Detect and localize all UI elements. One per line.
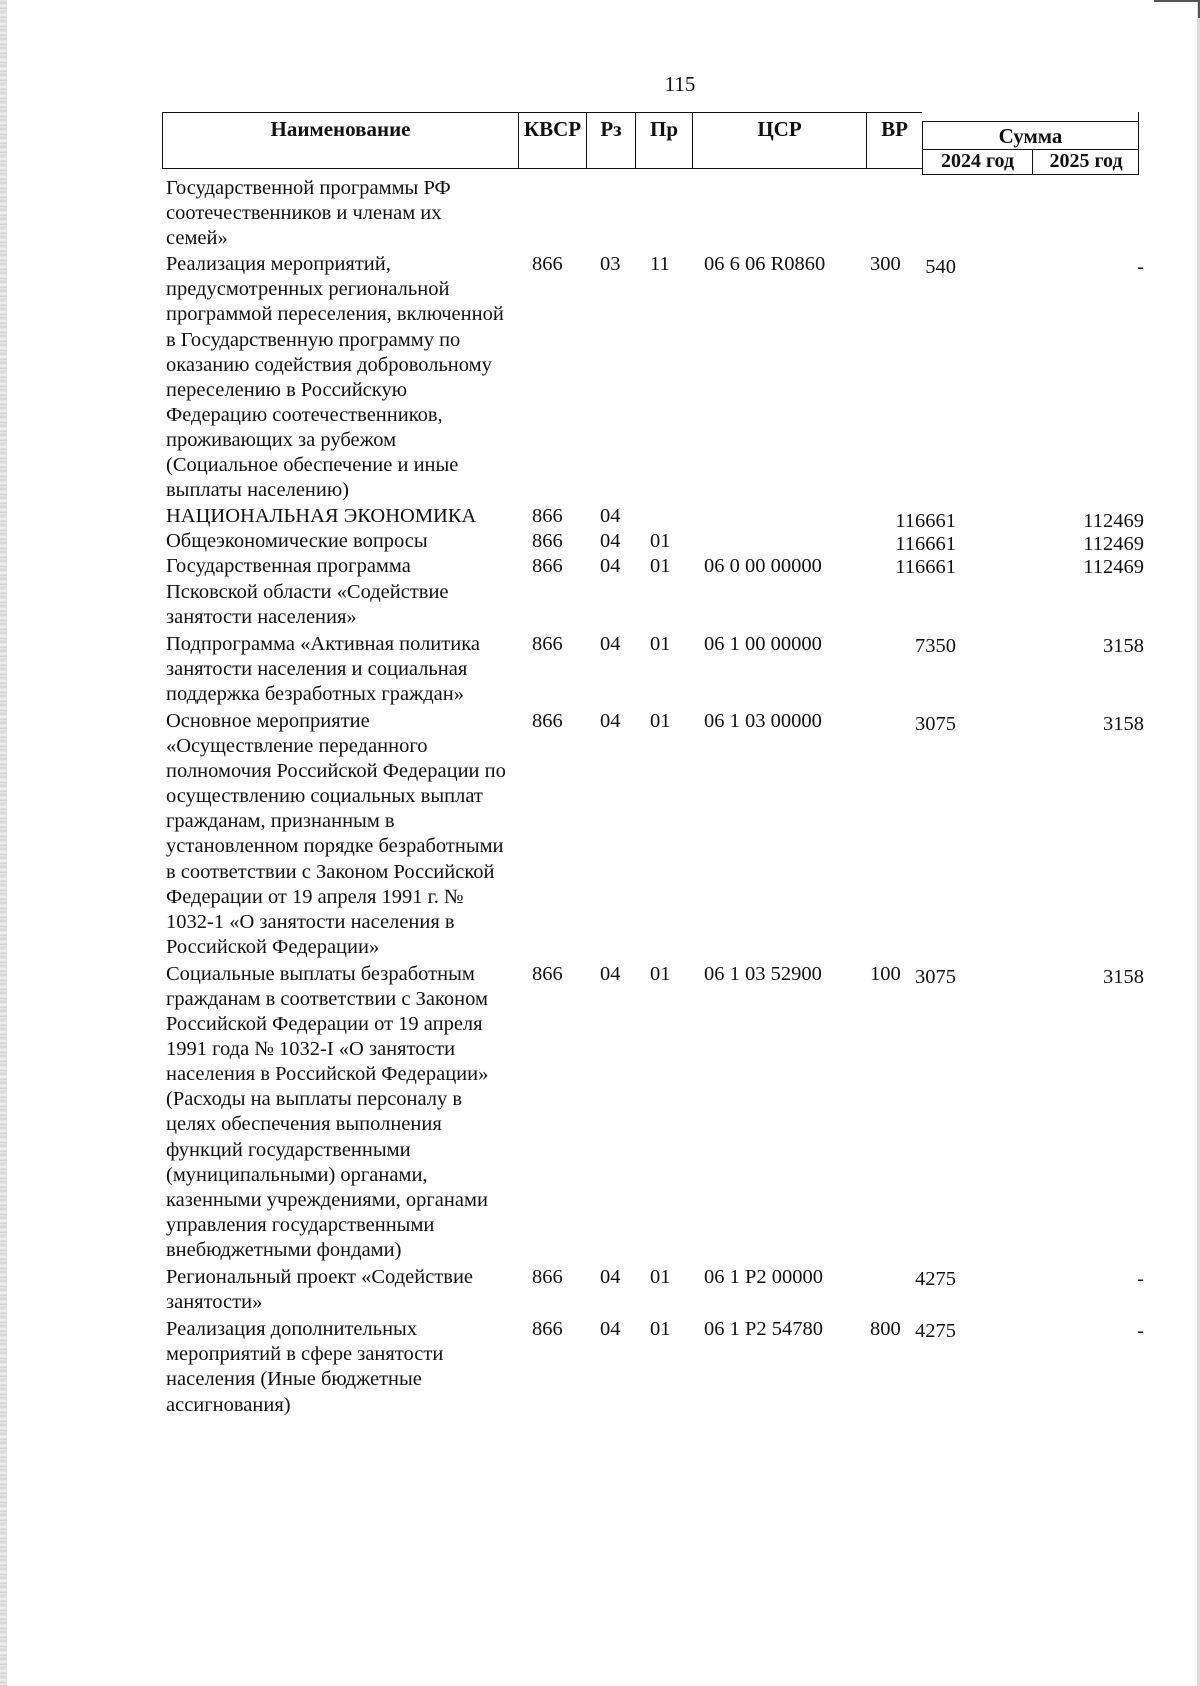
row-kvsr: 866 <box>532 555 563 578</box>
scan-corner-mark <box>1154 0 1200 2</box>
table-row <box>166 1265 1146 1315</box>
row-rz: 04 <box>600 1318 621 1341</box>
row-sum-2025: 112469 <box>1083 510 1144 533</box>
table-row <box>166 554 1146 629</box>
header-pr-cell <box>635 112 692 169</box>
header-rz-label: Рз <box>600 117 622 141</box>
header-name-cell <box>162 112 518 169</box>
row-sum-2024: 540 <box>925 256 956 279</box>
row-name: Подпрограмма «Активная политика занятости населения и социальная поддержка безработных граждан» <box>166 632 480 705</box>
row-sum-2024: 3075 <box>915 712 956 735</box>
row-name: Основное мероприятие «Осуществление переданного полномочия Российской Федерации по осуществлению социальных выплат гражданам, признанным в установленном порядке безработными в соответствии с Законом Российской Федерации от 19 апреля 1991 г. № 1032-1 «О занятости населения в Российской Федерации» <box>166 709 506 958</box>
row-sum-2024: 116661 <box>895 556 956 579</box>
table-body <box>166 176 1146 1418</box>
row-name: Общеэкономические вопросы <box>166 530 428 553</box>
row-sum-2024: 116661 <box>895 510 956 533</box>
table-row <box>166 176 1146 251</box>
row-pr: 01 <box>650 1266 671 1289</box>
header-sum-label: Сумма <box>998 124 1063 148</box>
header-sum-group <box>922 112 1139 175</box>
row-sum-2025: 112469 <box>1083 533 1144 556</box>
row-vr: 300 <box>870 253 901 276</box>
row-rz: 04 <box>600 962 621 985</box>
table-row <box>166 632 1146 707</box>
row-rz: 04 <box>600 632 621 655</box>
row-sum-2025: 112469 <box>1083 556 1144 579</box>
header-csr-cell <box>692 112 866 169</box>
row-sum-2024: 4275 <box>915 1268 956 1291</box>
header-2025-label: 2025 год <box>1049 150 1123 172</box>
row-sum-2025: 3158 <box>1103 634 1144 657</box>
row-pr: 01 <box>650 962 671 985</box>
row-rz: 03 <box>600 253 621 276</box>
row-rz: 04 <box>600 530 621 553</box>
row-csr: 06 0 00 00000 <box>704 555 822 578</box>
header-vr-cell <box>866 112 922 169</box>
row-rz: 04 <box>600 505 621 528</box>
header-sum-cell <box>922 121 1138 150</box>
header-kvsr-label: КВСР <box>523 117 582 141</box>
row-vr: 800 <box>870 1318 901 1341</box>
row-csr: 06 6 06 R0860 <box>704 253 826 276</box>
row-rz: 04 <box>600 709 621 732</box>
row-pr: 01 <box>650 709 671 732</box>
row-sum-2024: 4275 <box>915 1320 956 1343</box>
row-pr: 01 <box>650 555 671 578</box>
row-pr: 11 <box>650 253 670 276</box>
table-row <box>166 252 1146 503</box>
row-pr: 01 <box>650 1318 671 1341</box>
row-kvsr: 866 <box>532 530 563 553</box>
row-csr: 06 1 00 00000 <box>704 632 822 655</box>
table-row <box>166 962 1146 1263</box>
row-sum-2025: - <box>1137 1320 1144 1343</box>
row-sum-2025: - <box>1137 256 1144 279</box>
row-sum-2024: 116661 <box>895 533 956 556</box>
row-name: Реализация мероприятий, предусмотренных региональной программой переселения, включенной в Государственную программу по оказанию содействия добровольному переселению в Российскую Федерацию соотечественников, проживающих за рубежом (Социальное обеспечение и иные выплаты населению) <box>166 253 504 502</box>
row-vr: 100 <box>870 962 901 985</box>
page-number: 115 <box>664 72 696 96</box>
header-vr-label: ВР <box>881 117 908 141</box>
row-name: Государственной программы РФ соотечественников и членам их семей» <box>166 177 451 250</box>
header-2025-cell <box>1032 150 1139 175</box>
row-pr: 01 <box>650 632 671 655</box>
row-pr: 01 <box>650 530 671 553</box>
table-row <box>166 1317 1146 1417</box>
row-rz: 04 <box>600 555 621 578</box>
row-sum-2025: 3158 <box>1103 712 1144 735</box>
row-kvsr: 866 <box>532 1266 563 1289</box>
table-row <box>166 529 1146 554</box>
row-kvsr: 866 <box>532 505 563 528</box>
row-sum-2025: - <box>1137 1268 1144 1291</box>
row-kvsr: 866 <box>532 709 563 732</box>
header-csr-label: ЦСР <box>757 117 802 141</box>
row-kvsr: 866 <box>532 1318 563 1341</box>
row-name: Социальные выплаты безработным гражданам в соответствии с Законом Российской Федерации от 19 апреля 1991 года № 1032-I «О занятости населения в Российской Федерации» (Расходы на выплаты персоналу в целях обеспечения выполнения функций государственными (муниципальными) органами, казенными учреждениями, органами управления государственными внебюджетными фондами) <box>166 962 489 1261</box>
table-header <box>162 112 1139 175</box>
row-sum-2024: 7350 <box>915 634 956 657</box>
row-name: Реализация дополнительных мероприятий в сфере занятости населения (Иные бюджетные ассигнования) <box>166 1318 444 1416</box>
row-kvsr: 866 <box>532 253 563 276</box>
row-rz: 04 <box>600 1266 621 1289</box>
row-sum-2025: 3158 <box>1103 965 1144 988</box>
row-csr: 06 1 P2 00000 <box>704 1266 824 1289</box>
scan-edge-left <box>0 0 7 1686</box>
header-2024-label: 2024 год <box>940 150 1015 172</box>
row-name: НАЦИОНАЛЬНАЯ ЭКОНОМИКА <box>166 505 477 528</box>
header-name-label: Наименование <box>270 117 411 141</box>
row-name: Региональный проект «Содействие занятости» <box>166 1266 474 1314</box>
row-csr: 06 1 03 00000 <box>704 709 822 732</box>
header-kvsr-cell <box>518 112 586 169</box>
row-name: Государственная программа Псковской области «Содействие занятости населения» <box>166 555 449 628</box>
row-csr: 06 1 P2 54780 <box>704 1318 824 1341</box>
row-kvsr: 866 <box>532 632 563 655</box>
row-csr: 06 1 03 52900 <box>704 962 822 985</box>
row-kvsr: 866 <box>532 962 563 985</box>
header-rz-cell <box>586 112 635 169</box>
table-row <box>166 709 1146 960</box>
row-sum-2024: 3075 <box>915 965 956 988</box>
header-2024-cell <box>922 150 1032 175</box>
header-pr-label: Пр <box>649 117 678 141</box>
table-row <box>166 504 1146 533</box>
